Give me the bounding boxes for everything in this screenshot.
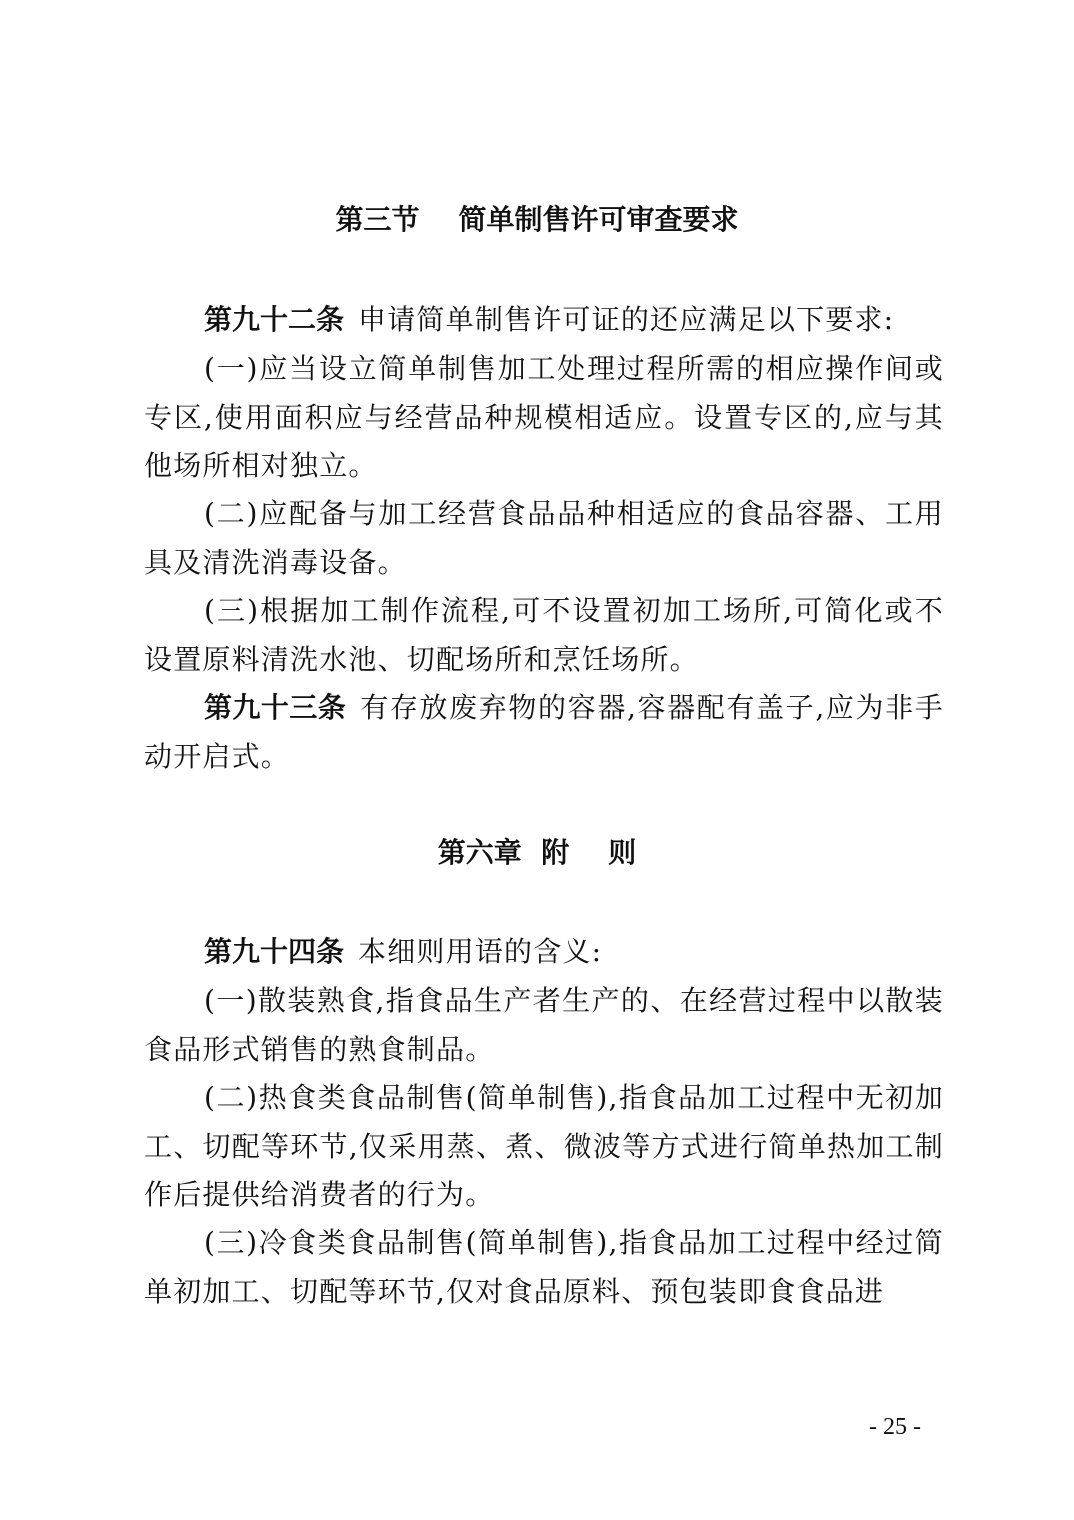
- article-94-item-3: (三)冷食类食品制售(简单制售),指食品加工过程中经过简单初加工、切配等环节,仅对食品原料、预包装即食食品进: [144, 1226, 944, 1308]
- article-92-intro: 申请简单制售许可证的还应满足以下要求:: [358, 303, 895, 336]
- article-92-item-2: (二)应配备与加工经营食品品种相适应的食品容器、工用具及清洗消毒设备。: [144, 497, 944, 579]
- article-92-item-1: (一)应当设立简单制售加工处理过程所需的相应操作间或专区,使用面积应与经营品种规模相适应。设置专区的,应与其他场所相对独立。: [144, 352, 944, 482]
- article-93-label: 第九十三条: [204, 691, 347, 724]
- page-number: - 25 -: [869, 1414, 921, 1440]
- article-93-text: 有存放废弃物的容器,容器配有盖子,应为非手动开启式。: [144, 691, 944, 773]
- section-heading: 第三节 简单制售许可审查要求: [335, 203, 739, 236]
- article-92-label: 第九十二条: [204, 303, 345, 336]
- article-94-intro: 本细则用语的含义:: [358, 935, 603, 968]
- article-94-item-1: (一)散装熟食,指食品生产者生产的、在经营过程中以散装食品形式销售的熟食制品。: [144, 984, 944, 1066]
- article-94-label: 第九十四条: [204, 935, 345, 968]
- article-92-intro-paragraph: [144, 296, 944, 345]
- article-92-item-3: (三)根据加工制作流程,可不设置初加工场所,可简化或不设置原料清洗水池、切配场所和烹饪场所。: [144, 594, 944, 676]
- article-93-paragraph: [144, 684, 944, 781]
- article-94-item-2: (二)热食类食品制售(简单制售),指食品加工过程中无初加工、切配等环节,仅采用蒸、煮、微波等方式进行简单热加工制作后提供给消费者的行为。: [144, 1081, 944, 1211]
- chapter-heading: 第六章 附 则: [437, 836, 637, 869]
- article-94-intro-paragraph: [144, 928, 944, 977]
